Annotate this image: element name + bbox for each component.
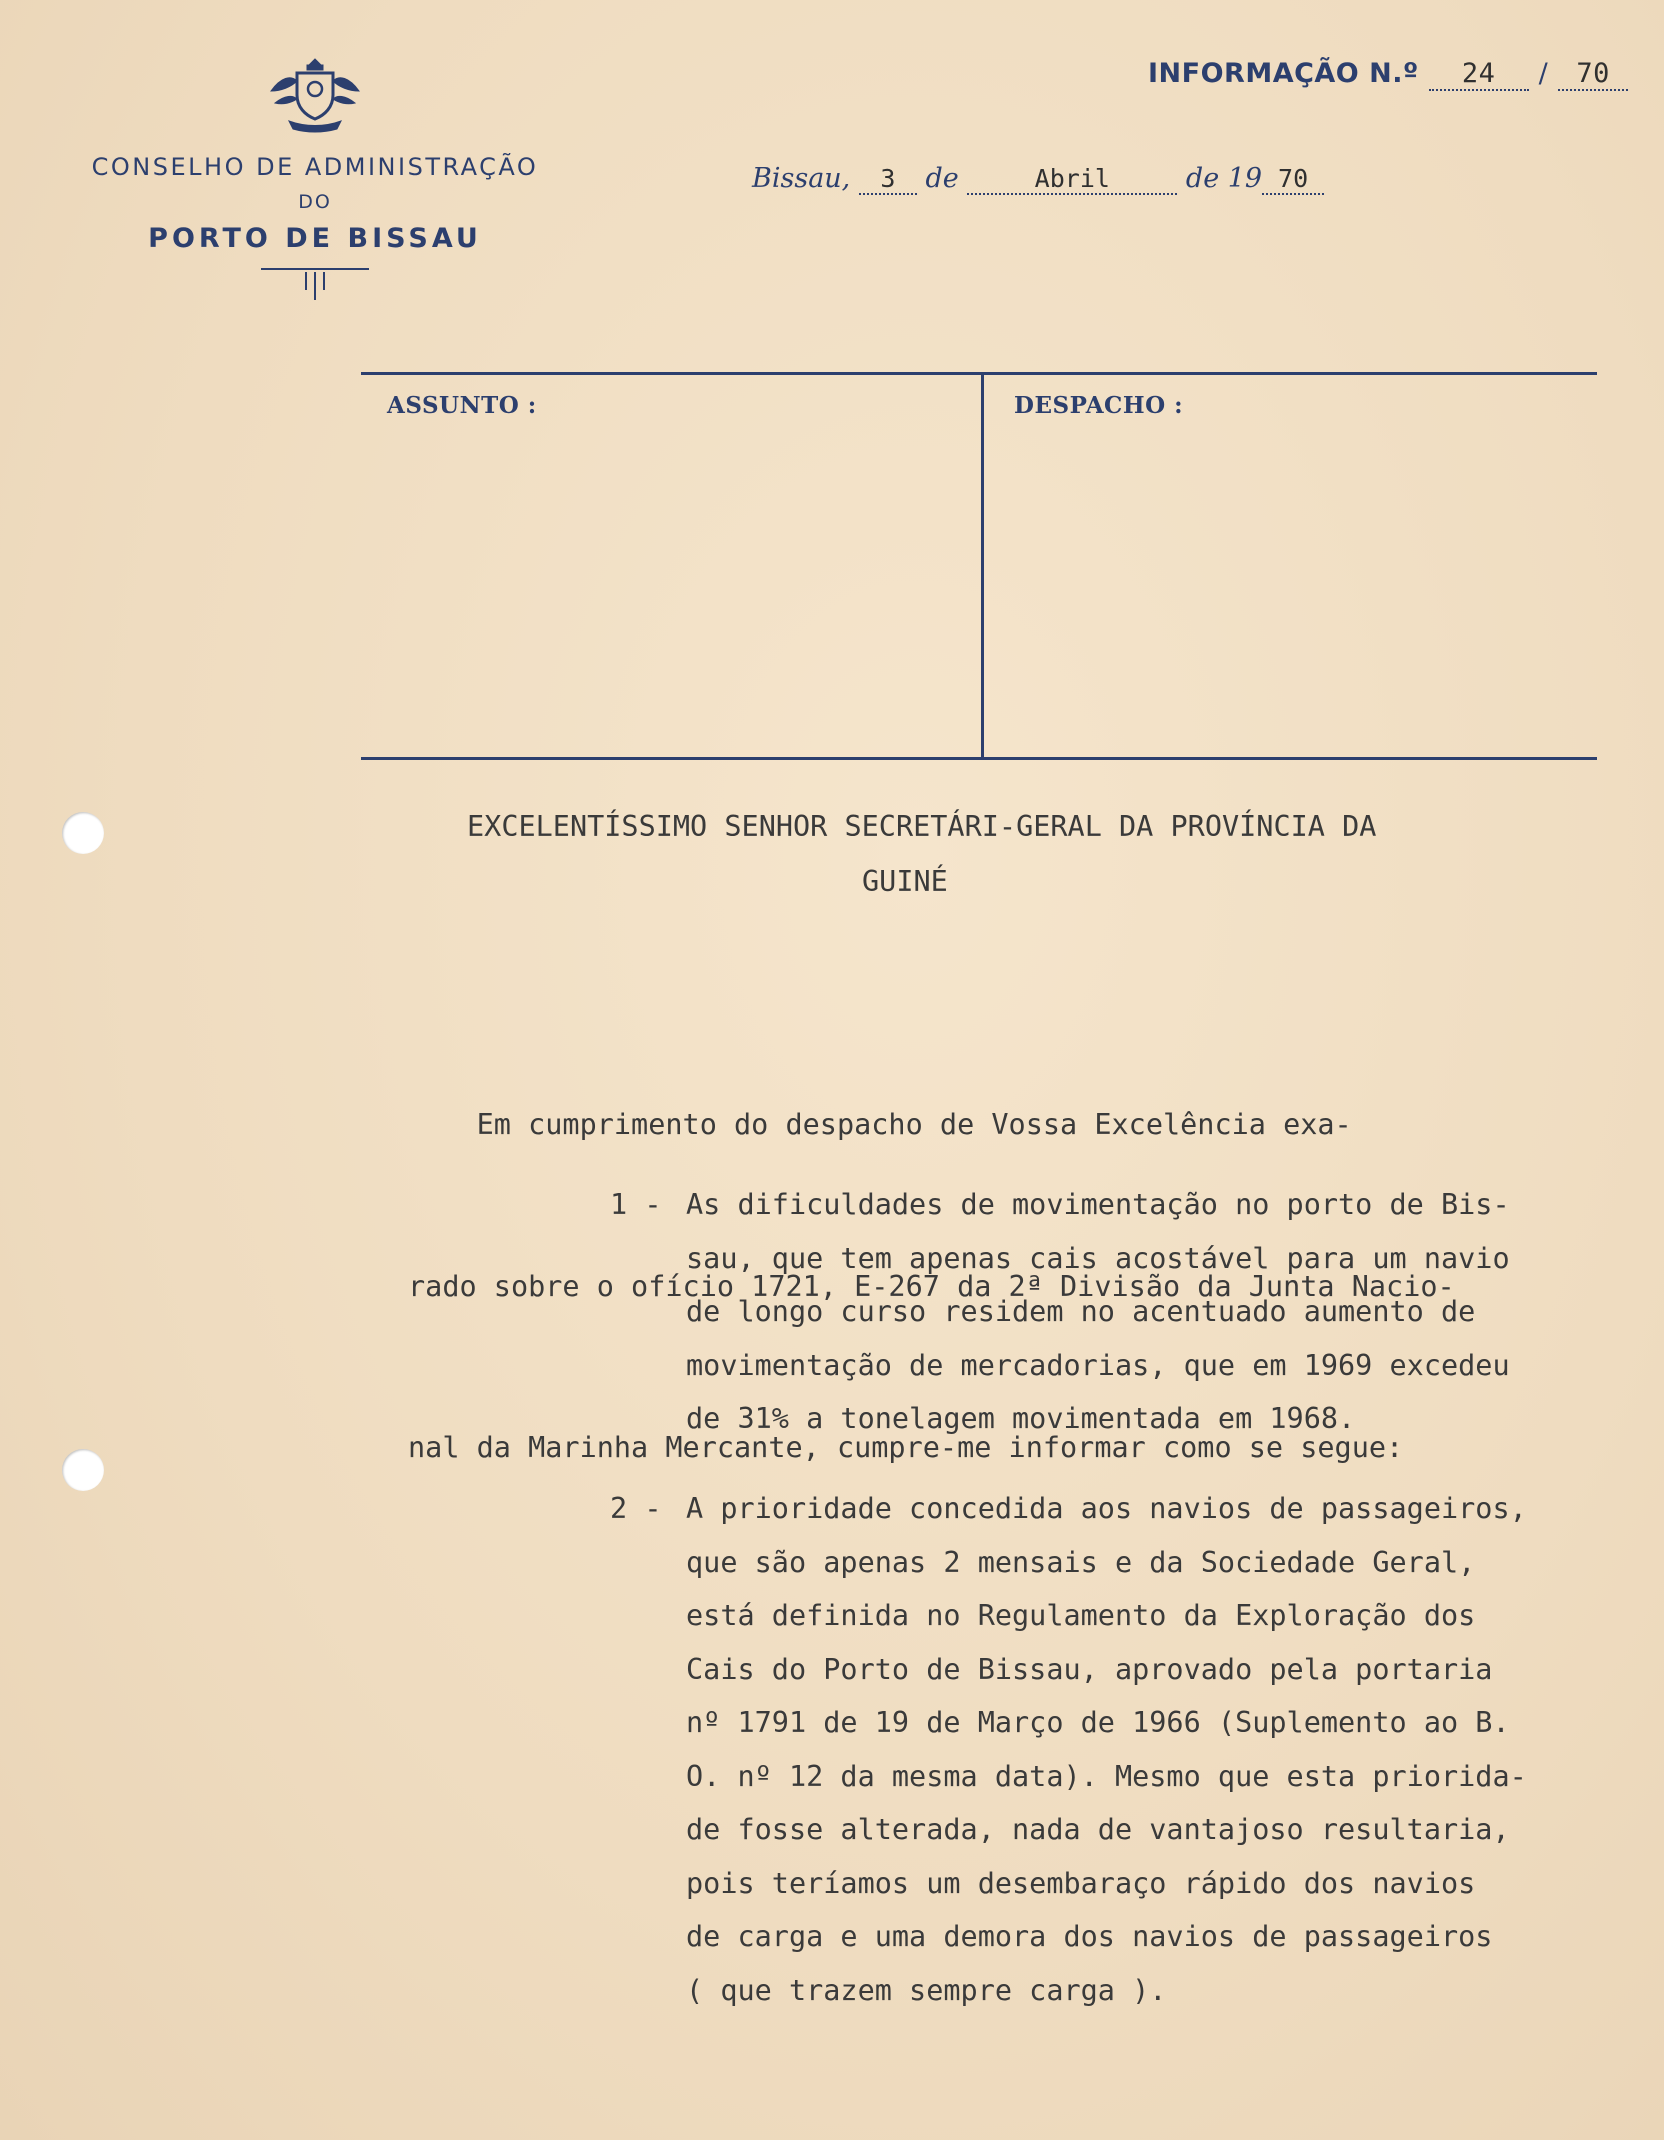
org-name-line1: CONSELHO DE ADMINISTRAÇÃO [91,153,539,181]
date-day: 3 [859,164,917,195]
date-de-2: de 19 [1185,163,1263,194]
item-line: Cais do Porto de Bissau, aprovado pela portaria [686,1652,1493,1686]
item-line: que são apenas 2 mensais e da Sociedade Geral, [686,1545,1476,1579]
date-month: Abril [967,164,1177,195]
item-number: 1 - [610,1188,662,1221]
item-number: 2 - [610,1492,662,1525]
salutation-line-1: EXCELENTÍSSIMO SENHOR SECRETÁRI-GERAL DA PROVÍNCIA DA [467,810,1377,843]
punch-hole-top [62,812,104,854]
punch-hole-bottom [62,1449,104,1491]
item-line: de fosse alterada, nada de vantajoso resultaria, [686,1813,1510,1846]
assunto-label: ASSUNTO : [387,392,537,419]
information-number-year: 70 [1558,58,1628,91]
item-line: de longo curso residem no acentuado aumento de [686,1295,1476,1328]
item-line: de carga e uma demora dos navios de passageiros [686,1920,1493,1953]
item-line: As dificuldades de movimentação no porto de Bis- [686,1188,1510,1221]
item-line: nº 1791 de 19 de Março de 1966 (Suplemento ao B. [686,1706,1510,1739]
letterhead-ornament [300,272,330,300]
information-number-separator: / [1538,58,1549,89]
date-year: 70 [1262,164,1324,195]
item-line: sau, que tem apenas cais acostável para um navio [686,1241,1510,1275]
intro-line: rado sobre o ofício 1721, E-267 da 2ª Divisão da Junta Nacio- [408,1269,1455,1303]
item-line: pois teríamos um desembaraço rápido dos navios [686,1866,1476,1900]
despacho-label: DESPACHO : [1014,392,1184,419]
letterhead-rule [261,268,369,270]
item-line: movimentação de mercadorias, que em 1969 excedeu [686,1348,1510,1382]
date-city: Bissau, [752,163,851,194]
item-line: ( que trazem sempre carga ). [686,1973,1167,2007]
date-de-1: de [925,163,959,194]
intro-line: nal da Marinha Mercante, cumpre-me informar como se segue: [408,1431,1404,1464]
letterhead [60,55,570,300]
coat-of-arms-icon [267,55,363,135]
form-box-divider [981,375,984,757]
information-number [1148,58,1628,91]
org-name-line3: PORTO DE BISSAU [148,223,482,254]
item-line: A prioridade concedida aos navios de passageiros, [686,1492,1527,1525]
item-line: O. nº 12 da mesma data). Mesmo que esta priorida- [686,1759,1527,1793]
form-box-top-rule [361,372,1597,375]
information-number-value: 24 [1429,58,1529,91]
information-number-label: INFORMAÇÃO N.º [1148,58,1419,89]
date-line [752,163,1324,195]
form-box-bottom-rule [361,757,1597,760]
item-line: de 31% a tonelagem movimentada em 1968. [686,1402,1356,1435]
intro-line: Em cumprimento do despacho de Vossa Excelência exa- [408,1108,1352,1141]
item-line: está definida no Regulamento da Exploração dos [686,1599,1476,1632]
org-name-line2: DO [298,191,332,213]
salutation-line-2: GUINÉ [862,865,948,898]
